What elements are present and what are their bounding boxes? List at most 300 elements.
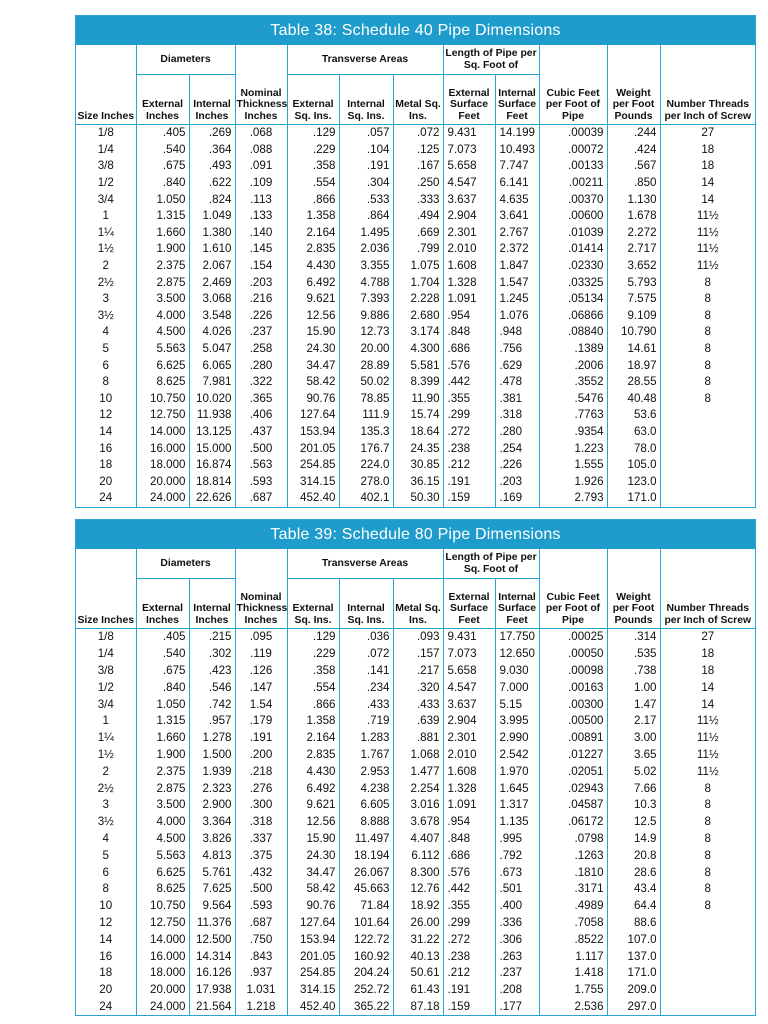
- weight-cell: 5.793: [607, 274, 660, 291]
- metal-sq-cell: 2.680: [393, 308, 443, 325]
- weight-cell: 1.130: [607, 191, 660, 208]
- threads-cell: [660, 999, 755, 1016]
- external-inches-header: External Inches: [136, 75, 189, 125]
- metal-sq-cell: 4.300: [393, 341, 443, 358]
- table-39: [75, 519, 756, 1016]
- threads-cell: 11½: [660, 258, 755, 275]
- internal-surface-cell: .478: [495, 374, 539, 391]
- internal-sq-header: Internal Sq. Ins.: [339, 75, 393, 125]
- size-cell: 16: [99, 441, 113, 455]
- cubic-feet-cell: .1810: [539, 864, 607, 881]
- size-cell: 2: [102, 259, 109, 273]
- external-sq-cell: 2.164: [287, 225, 339, 242]
- nominal-thickness-cell: .068: [235, 125, 287, 142]
- size-cell: 12: [99, 408, 113, 422]
- internal-surface-cell: 12.650: [495, 646, 539, 663]
- cubic-feet-cell: .01227: [539, 747, 607, 764]
- weight-cell: 107.0: [607, 931, 660, 948]
- external-sq-cell: .554: [287, 679, 339, 696]
- nominal-thickness-cell: 1.218: [235, 999, 287, 1016]
- table-row: [76, 407, 755, 424]
- table-row: [76, 324, 755, 341]
- weight-cell: .535: [607, 646, 660, 663]
- metal-sq-cell: 18.92: [393, 898, 443, 915]
- internal-surface-cell: .169: [495, 490, 539, 507]
- threads-cell: 8: [660, 881, 755, 898]
- table-row: [76, 274, 755, 291]
- table-row: [76, 225, 755, 242]
- nominal-thickness-cell: .237: [235, 324, 287, 341]
- external-surface-cell: .576: [443, 357, 495, 374]
- internal-inches-cell: 1.278: [189, 730, 235, 747]
- internal-surface-cell: 1.245: [495, 291, 539, 308]
- metal-sq-cell: 18.64: [393, 424, 443, 441]
- size-cell: 2: [102, 764, 109, 778]
- internal-surface-cell: 1.645: [495, 780, 539, 797]
- size-cell: 18: [99, 458, 113, 472]
- table-title: Table 39: Schedule 80 Pipe Dimensions: [76, 520, 755, 549]
- external-sq-cell: 314.15: [287, 982, 339, 999]
- external-sq-cell: 90.76: [287, 391, 339, 408]
- external-sq-cell: 254.85: [287, 457, 339, 474]
- table-row: [76, 457, 755, 474]
- size-cell: 1/8: [97, 126, 114, 140]
- external-inches-cell: 24.000: [136, 490, 189, 507]
- table-row: [76, 831, 755, 848]
- internal-surface-cell: .336: [495, 915, 539, 932]
- weight-cell: 88.6: [607, 915, 660, 932]
- internal-surface-cell: 14.199: [495, 125, 539, 142]
- threads-cell: 8: [660, 831, 755, 848]
- threads-cell: 27: [660, 125, 755, 142]
- weight-cell: 2.272: [607, 225, 660, 242]
- metal-sq-cell: .125: [393, 142, 443, 159]
- weight-cell: 40.48: [607, 391, 660, 408]
- weight-cell: .567: [607, 158, 660, 175]
- external-sq-cell: 15.90: [287, 324, 339, 341]
- cubic-feet-cell: 1.926: [539, 473, 607, 490]
- weight-cell: 137.0: [607, 948, 660, 965]
- external-surface-cell: 7.073: [443, 142, 495, 159]
- external-sq-cell: 9.621: [287, 797, 339, 814]
- internal-inches-cell: 4.813: [189, 847, 235, 864]
- internal-inches-cell: 1.939: [189, 763, 235, 780]
- external-sq-cell: 153.94: [287, 931, 339, 948]
- cubic-feet-cell: .00025: [539, 629, 607, 646]
- size-cell: 4: [102, 831, 109, 845]
- external-surface-cell: .442: [443, 374, 495, 391]
- cubic-feet-cell: 1.755: [539, 982, 607, 999]
- external-surface-cell: .576: [443, 864, 495, 881]
- external-inches-cell: 18.000: [136, 457, 189, 474]
- external-sq-cell: 12.56: [287, 814, 339, 831]
- cubic-feet-cell: .00300: [539, 696, 607, 713]
- size-cell: 1: [102, 714, 109, 728]
- weight-cell: 7.575: [607, 291, 660, 308]
- internal-surface-cell: 2.767: [495, 225, 539, 242]
- internal-sq-cell: 7.393: [339, 291, 393, 308]
- nominal-thickness-cell: .147: [235, 679, 287, 696]
- nominal-thickness-cell: .300: [235, 797, 287, 814]
- threads-cell: 11½: [660, 747, 755, 764]
- nominal-thickness-cell: .218: [235, 763, 287, 780]
- size-cell: 1/4: [97, 142, 114, 156]
- table-row: [76, 142, 755, 159]
- external-sq-cell: 24.30: [287, 847, 339, 864]
- external-sq-cell: 58.42: [287, 881, 339, 898]
- internal-inches-cell: 13.125: [189, 424, 235, 441]
- external-sq-cell: .358: [287, 663, 339, 680]
- cubic-feet-cell: .00133: [539, 158, 607, 175]
- table-row: [76, 747, 755, 764]
- table-row: [76, 424, 755, 441]
- nominal-thickness-cell: .203: [235, 274, 287, 291]
- external-surface-cell: .355: [443, 898, 495, 915]
- external-sq-header: External Sq. Ins.: [287, 75, 339, 125]
- internal-sq-cell: 101.64: [339, 915, 393, 932]
- threads-cell: 11½: [660, 730, 755, 747]
- external-sq-cell: 34.47: [287, 864, 339, 881]
- size-cell: 1/2: [97, 680, 114, 694]
- nominal-thickness-cell: .113: [235, 191, 287, 208]
- cubic-feet-cell: .7058: [539, 915, 607, 932]
- size-cell: 6: [102, 358, 109, 372]
- external-surface-cell: 1.608: [443, 258, 495, 275]
- external-sq-cell: .229: [287, 142, 339, 159]
- external-sq-cell: .554: [287, 175, 339, 192]
- external-inches-cell: .405: [136, 629, 189, 646]
- internal-surface-cell: 17.750: [495, 629, 539, 646]
- table-row: [76, 208, 755, 225]
- metal-sq-cell: .093: [393, 629, 443, 646]
- internal-inches-cell: 11.376: [189, 915, 235, 932]
- external-sq-cell: 12.56: [287, 308, 339, 325]
- internal-sq-cell: .719: [339, 713, 393, 730]
- external-sq-cell: 127.64: [287, 407, 339, 424]
- internal-sq-cell: .104: [339, 142, 393, 159]
- nominal-thickness-cell: .200: [235, 747, 287, 764]
- metal-sq-header: Metal Sq. Ins.: [393, 75, 443, 125]
- threads-cell: 11½: [660, 713, 755, 730]
- cubic-feet-cell: 1.223: [539, 440, 607, 457]
- internal-inches-cell: 1.380: [189, 225, 235, 242]
- cubic-feet-cell: .03325: [539, 274, 607, 291]
- weight-header: Weight per Foot Pounds: [607, 45, 660, 125]
- external-inches-cell: 12.750: [136, 915, 189, 932]
- weight-cell: 7.66: [607, 780, 660, 797]
- external-sq-cell: 6.492: [287, 274, 339, 291]
- threads-cell: 8: [660, 391, 755, 408]
- internal-surface-cell: .995: [495, 831, 539, 848]
- external-surface-cell: 2.904: [443, 208, 495, 225]
- metal-sq-cell: 24.35: [393, 440, 443, 457]
- internal-surface-cell: 1.135: [495, 814, 539, 831]
- weight-cell: 14.61: [607, 341, 660, 358]
- nominal-thickness-cell: .937: [235, 965, 287, 982]
- table-row: [76, 915, 755, 932]
- external-surface-cell: 9.431: [443, 125, 495, 142]
- pipe-dimensions-table: [76, 549, 755, 1015]
- diameters-header: Diameters: [136, 549, 235, 579]
- cubic-feet-cell: .02943: [539, 780, 607, 797]
- metal-sq-cell: 26.00: [393, 915, 443, 932]
- internal-sq-cell: .864: [339, 208, 393, 225]
- internal-surface-cell: .203: [495, 473, 539, 490]
- external-inches-cell: 1.900: [136, 747, 189, 764]
- cubic-feet-cell: 1.555: [539, 457, 607, 474]
- external-inches-cell: .675: [136, 663, 189, 680]
- internal-sq-cell: .433: [339, 696, 393, 713]
- metal-sq-cell: .167: [393, 158, 443, 175]
- threads-cell: 8: [660, 324, 755, 341]
- internal-sq-cell: 252.72: [339, 982, 393, 999]
- external-inches-cell: 8.625: [136, 881, 189, 898]
- size-cell: 5: [102, 342, 109, 356]
- metal-sq-cell: 2.228: [393, 291, 443, 308]
- internal-sq-cell: 28.89: [339, 357, 393, 374]
- external-inches-cell: 20.000: [136, 473, 189, 490]
- cubic-feet-cell: .7763: [539, 407, 607, 424]
- external-inches-cell: .540: [136, 142, 189, 159]
- metal-sq-cell: 87.18: [393, 999, 443, 1016]
- external-inches-cell: 1.660: [136, 730, 189, 747]
- nominal-thickness-cell: .593: [235, 473, 287, 490]
- threads-cell: [660, 915, 755, 932]
- nominal-thickness-cell: .145: [235, 241, 287, 258]
- threads-cell: [660, 440, 755, 457]
- internal-sq-cell: 20.00: [339, 341, 393, 358]
- external-inches-cell: 3.500: [136, 797, 189, 814]
- nominal-thickness-cell: .280: [235, 357, 287, 374]
- internal-sq-cell: 135.3: [339, 424, 393, 441]
- internal-sq-cell: 160.92: [339, 948, 393, 965]
- external-surface-cell: 4.547: [443, 175, 495, 192]
- weight-cell: 12.5: [607, 814, 660, 831]
- internal-surface-cell: .629: [495, 357, 539, 374]
- external-inches-cell: 24.000: [136, 999, 189, 1016]
- internal-inches-cell: .622: [189, 175, 235, 192]
- metal-sq-cell: 3.678: [393, 814, 443, 831]
- internal-sq-cell: 6.605: [339, 797, 393, 814]
- external-inches-cell: 1.050: [136, 191, 189, 208]
- nominal-thickness-cell: .365: [235, 391, 287, 408]
- threads-cell: 11½: [660, 241, 755, 258]
- cubic-feet-cell: .1389: [539, 341, 607, 358]
- internal-inches-cell: .957: [189, 713, 235, 730]
- table-row: [76, 696, 755, 713]
- weight-cell: 3.65: [607, 747, 660, 764]
- external-inches-cell: .540: [136, 646, 189, 663]
- internal-surface-header: Internal Surface Feet: [495, 579, 539, 629]
- cubic-feet-cell: .01039: [539, 225, 607, 242]
- internal-sq-cell: 122.72: [339, 931, 393, 948]
- internal-inches-cell: .493: [189, 158, 235, 175]
- nominal-thickness-cell: .140: [235, 225, 287, 242]
- external-surface-cell: 3.637: [443, 696, 495, 713]
- table-row: [76, 258, 755, 275]
- cubic-feet-cell: .1263: [539, 847, 607, 864]
- nominal-thickness-cell: .126: [235, 663, 287, 680]
- internal-sq-cell: 2.953: [339, 763, 393, 780]
- external-surface-cell: .299: [443, 407, 495, 424]
- table-row: [76, 391, 755, 408]
- table-row: [76, 291, 755, 308]
- internal-sq-cell: .036: [339, 629, 393, 646]
- size-cell: 1½: [97, 242, 114, 256]
- internal-sq-cell: 26.067: [339, 864, 393, 881]
- internal-sq-cell: .141: [339, 663, 393, 680]
- internal-surface-cell: 7.747: [495, 158, 539, 175]
- weight-cell: 1.678: [607, 208, 660, 225]
- internal-inches-cell: 21.564: [189, 999, 235, 1016]
- threads-cell: 8: [660, 291, 755, 308]
- metal-sq-cell: .157: [393, 646, 443, 663]
- external-inches-cell: .840: [136, 175, 189, 192]
- external-surface-cell: 5.658: [443, 663, 495, 680]
- weight-cell: 2.717: [607, 241, 660, 258]
- external-inches-cell: 2.375: [136, 763, 189, 780]
- cubic-feet-cell: 2.793: [539, 490, 607, 507]
- threads-cell: 11½: [660, 225, 755, 242]
- internal-sq-cell: 402.1: [339, 490, 393, 507]
- nominal-thickness-cell: .432: [235, 864, 287, 881]
- metal-sq-cell: 11.90: [393, 391, 443, 408]
- size-cell: 5: [102, 848, 109, 862]
- metal-sq-cell: .881: [393, 730, 443, 747]
- external-sq-cell: 2.835: [287, 241, 339, 258]
- threads-header: Number Threads per Inch of Screw: [660, 549, 755, 629]
- internal-inches-cell: 11.938: [189, 407, 235, 424]
- size-cell: 8: [102, 375, 109, 389]
- nominal-thickness-cell: .406: [235, 407, 287, 424]
- weight-cell: 171.0: [607, 965, 660, 982]
- internal-surface-cell: .381: [495, 391, 539, 408]
- threads-cell: 8: [660, 780, 755, 797]
- size-cell: 4: [102, 325, 109, 339]
- threads-cell: [660, 931, 755, 948]
- nominal-thickness-cell: .226: [235, 308, 287, 325]
- external-surface-cell: 3.637: [443, 191, 495, 208]
- external-surface-cell: .299: [443, 915, 495, 932]
- nominal-thickness-cell: .191: [235, 730, 287, 747]
- internal-inches-cell: 2.900: [189, 797, 235, 814]
- internal-sq-cell: .057: [339, 125, 393, 142]
- internal-sq-cell: 3.355: [339, 258, 393, 275]
- external-surface-cell: 1.328: [443, 780, 495, 797]
- cubic-feet-cell: .00500: [539, 713, 607, 730]
- size-cell: 20: [99, 983, 113, 997]
- size-cell: 14: [99, 932, 113, 946]
- nominal-thickness-cell: 1.54: [235, 696, 287, 713]
- external-sq-cell: 90.76: [287, 898, 339, 915]
- metal-sq-cell: 30.85: [393, 457, 443, 474]
- external-surface-cell: .848: [443, 831, 495, 848]
- cubic-feet-cell: .02051: [539, 763, 607, 780]
- external-sq-cell: .129: [287, 629, 339, 646]
- external-sq-cell: 1.358: [287, 713, 339, 730]
- external-surface-header: External Surface Feet: [443, 579, 495, 629]
- internal-surface-cell: .756: [495, 341, 539, 358]
- internal-sq-cell: .191: [339, 158, 393, 175]
- table-row: [76, 629, 755, 646]
- internal-inches-cell: 9.564: [189, 898, 235, 915]
- metal-sq-cell: 61.43: [393, 982, 443, 999]
- external-surface-cell: .159: [443, 999, 495, 1016]
- internal-surface-cell: .226: [495, 457, 539, 474]
- internal-surface-header: Internal Surface Feet: [495, 75, 539, 125]
- internal-surface-cell: .792: [495, 847, 539, 864]
- internal-inches-cell: 3.548: [189, 308, 235, 325]
- internal-inches-cell: 7.981: [189, 374, 235, 391]
- nominal-thickness-cell: .322: [235, 374, 287, 391]
- metal-sq-cell: 4.407: [393, 831, 443, 848]
- external-sq-cell: 314.15: [287, 473, 339, 490]
- nominal-thickness-cell: 1.031: [235, 982, 287, 999]
- external-sq-cell: 2.164: [287, 730, 339, 747]
- internal-surface-cell: .254: [495, 440, 539, 457]
- threads-cell: 8: [660, 357, 755, 374]
- metal-sq-cell: 50.30: [393, 490, 443, 507]
- threads-cell: 8: [660, 274, 755, 291]
- internal-surface-cell: .673: [495, 864, 539, 881]
- table-row: [76, 490, 755, 507]
- internal-inches-cell: 3.826: [189, 831, 235, 848]
- external-surface-cell: .442: [443, 881, 495, 898]
- weight-header: Weight per Foot Pounds: [607, 549, 660, 629]
- internal-surface-cell: 3.641: [495, 208, 539, 225]
- length-of-pipe-header: Length of Pipe per Sq. Foot of: [443, 549, 539, 579]
- cubic-feet-cell: .9354: [539, 424, 607, 441]
- external-sq-cell: .229: [287, 646, 339, 663]
- internal-surface-cell: .306: [495, 931, 539, 948]
- external-inches-cell: 16.000: [136, 948, 189, 965]
- size-header: Size Inches: [76, 549, 136, 629]
- internal-inches-cell: 15.000: [189, 440, 235, 457]
- internal-inches-cell: .546: [189, 679, 235, 696]
- internal-inches-cell: 2.067: [189, 258, 235, 275]
- size-cell: 3½: [97, 815, 114, 829]
- internal-inches-cell: .742: [189, 696, 235, 713]
- table-row: [76, 999, 755, 1016]
- threads-cell: [660, 982, 755, 999]
- table-row: [76, 965, 755, 982]
- table-row: [76, 374, 755, 391]
- weight-cell: 1.00: [607, 679, 660, 696]
- table-row: [76, 241, 755, 258]
- table-row: [76, 646, 755, 663]
- table-row: [76, 881, 755, 898]
- internal-inches-header: Internal Inches: [189, 75, 235, 125]
- cubic-feet-cell: .08840: [539, 324, 607, 341]
- table-row: [76, 763, 755, 780]
- internal-surface-cell: 4.635: [495, 191, 539, 208]
- internal-sq-cell: .072: [339, 646, 393, 663]
- size-cell: 18: [99, 966, 113, 980]
- external-sq-cell: 201.05: [287, 440, 339, 457]
- threads-cell: 8: [660, 864, 755, 881]
- size-cell: 3/4: [97, 697, 114, 711]
- table-row: [76, 982, 755, 999]
- external-inches-cell: 18.000: [136, 965, 189, 982]
- external-surface-cell: .272: [443, 424, 495, 441]
- metal-sq-cell: .433: [393, 696, 443, 713]
- internal-sq-cell: 204.24: [339, 965, 393, 982]
- nominal-thickness-cell: .091: [235, 158, 287, 175]
- nominal-thickness-cell: .687: [235, 490, 287, 507]
- metal-sq-cell: 5.581: [393, 357, 443, 374]
- cubic-feet-cell: .02330: [539, 258, 607, 275]
- external-inches-cell: 2.875: [136, 780, 189, 797]
